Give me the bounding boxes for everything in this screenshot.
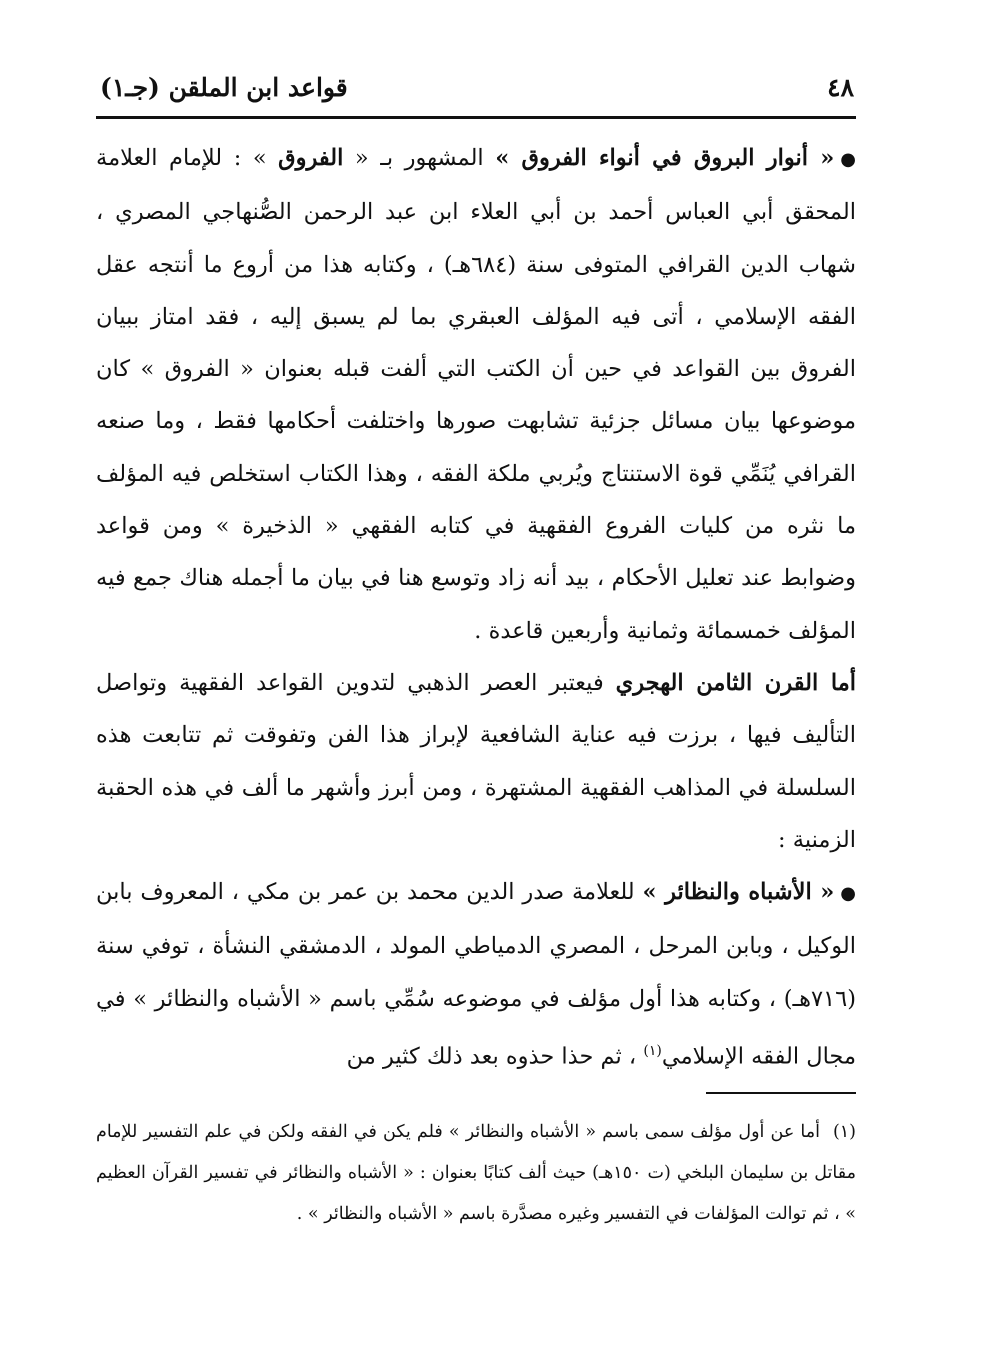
paragraph-text: المشهور بـ « [343, 145, 496, 171]
footnote-divider [706, 1092, 856, 1094]
paragraph-text: » : للإمام العلامة المحقق أبي العباس أحمد بن أبي العلاء ابن عبد الرحمن الصُّنهاجي المصري ، شهاب الدين القرافي المتوفى سنة (٦٨٤هـ) ، وكتابه هذا من أروع ما أنتجه عقل الفقه الإسلامي ، أتى فيه المؤلف العبقري بما لم يسبق إليه ، فقد امتاز ببيان الفروق بين القواعد في حين أن الكتب التي ألفت قبله بعنوان « الفروق » كان موضوعها بيان مسائل جزئية تشابهت صورها واختلفت أحكامها فقط ، وما صنعه القرافي يُنَمِّي قوة الاستنتاج ويُربي ملكة الفقه ، وهذا الكتاب استخلص فيه المؤلف ما نثره من كليات الفروع الفقهية في كتابه الفقهي « الذخيرة » ومن قواعد وضوابط عند تعليل الأحكام ، بيد أنه زاد وتوسع هنا في بيان ما أجمله هناك جمع فيه المؤلف خمسمائة وثمانية وأربعين قاعدة . [96, 145, 857, 644]
paragraph-anwar-al-buruq [96, 132, 856, 657]
footnote-reference[interactable]: (١) [643, 1043, 662, 1060]
section-lead: أما القرن الثامن الهجري [615, 669, 856, 696]
footnote-item [96, 1112, 856, 1235]
book-title: « الأشباه والنظائر » [642, 879, 835, 906]
footnote-number: (١) [832, 1122, 856, 1142]
book-title: الفروق [278, 145, 344, 171]
paragraph-text: للعلامة صدر الدين محمد بن عمر بن مكي ، المعروف بابن الوكيل ، وبابن المرحل ، المصري الدمياطي المولد ، الدمشقي النشأة ، توفي سنة (٧١٦هـ) ، وكتابه هذا أول مؤلف في موضوعه سُمِّي باسم « الأشباه والنظائر » في مجال الفقه الإسلامي [96, 879, 856, 1070]
bullet-icon: ● [840, 883, 856, 905]
running-title: قواعد ابن الملقن (جـ١) [100, 72, 348, 102]
running-header [100, 62, 854, 112]
main-text [96, 132, 856, 1083]
bullet-icon: ● [840, 149, 856, 170]
paragraph-text: ، ثم حذا حذوه بعد ذلك كثير من [346, 1043, 644, 1070]
book-title: « أنوار البروق في أنواء الفروق » [495, 145, 835, 171]
header-divider [96, 116, 856, 119]
paragraph-al-ashbah [96, 866, 856, 1083]
footnote [96, 1112, 856, 1235]
page-number: ٤٨ [827, 72, 854, 102]
footnote-text: أما عن أول مؤلف سمى باسم « الأشباه والنظائر » فلم يكن في الفقه ولكن في علم التفسير للإمام مقاتل بن سليمان البلخي (ت ١٥٠هـ) حيث ألف كتابًا بعنوان : « الأشباه والنظائر في تفسير القرآن العظيم » ، ثم توالت المؤلفات في التفسير وغيره مصدَّرة باسم « الأشباه والنظائر » . [96, 1122, 856, 1224]
paragraph-text: فيعتبر العصر الذهبي لتدوين القواعد الفقهية وتواصل التأليف فيها ، برزت فيه عناية الشافعية لإبراز هذا الفن وتفوقت ثم تتابعت هذه السلسلة في المذاهب الفقهية المشتهرة ، ومن أبرز وأشهر ما ألف في هذه الحقبة الزمنية : [96, 669, 856, 853]
paragraph-eighth-century [96, 657, 856, 866]
